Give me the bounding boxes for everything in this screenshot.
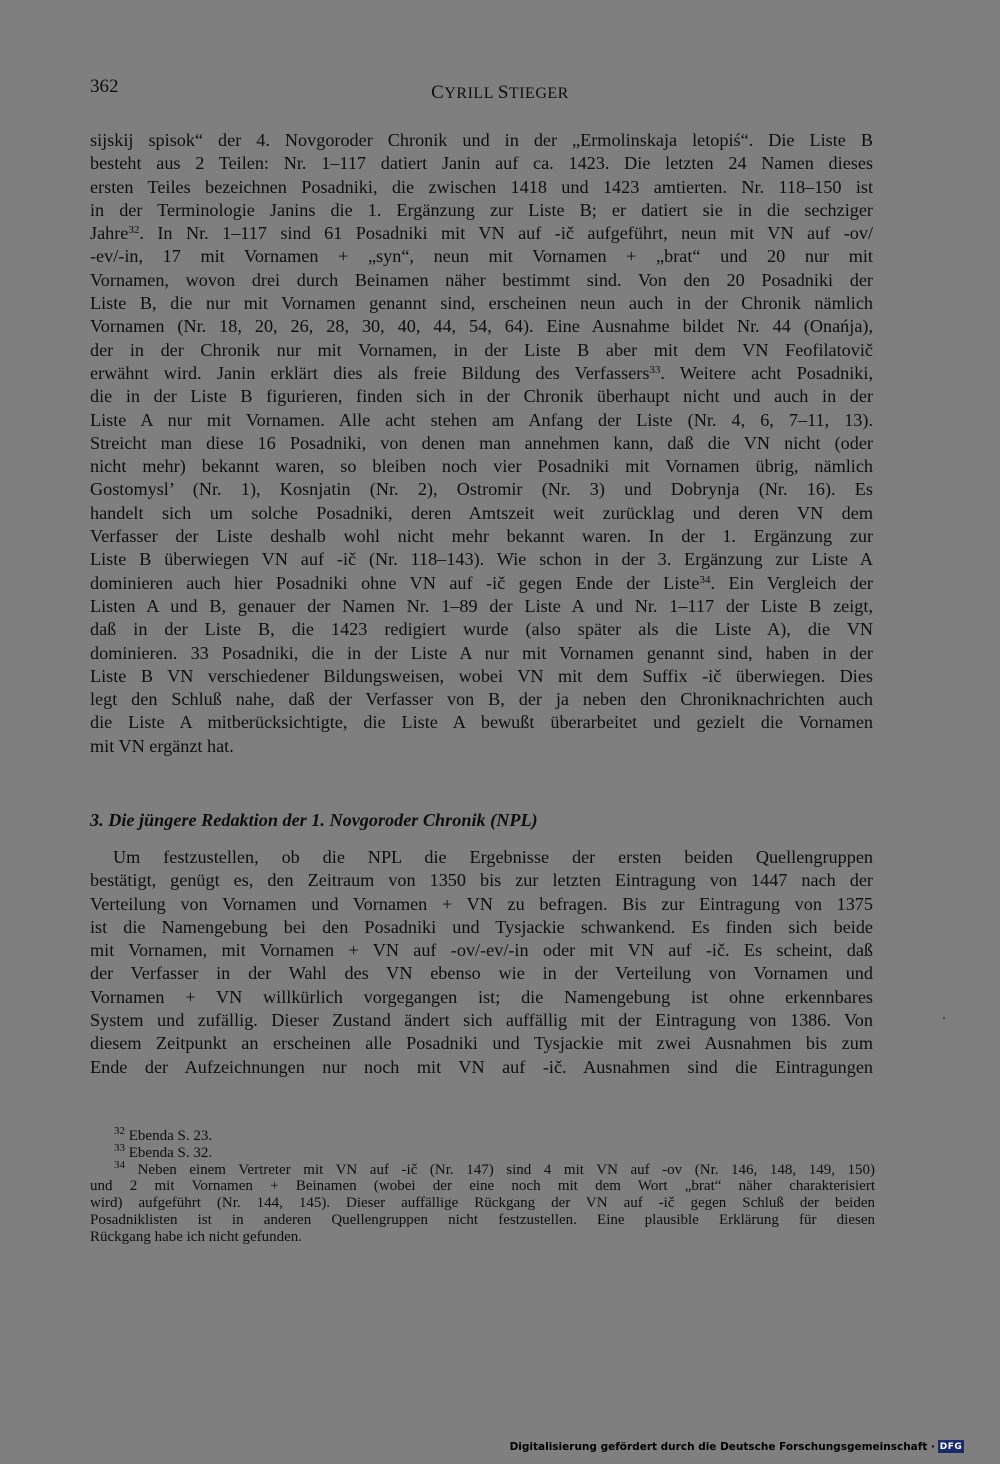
text-line: diesem Zeitpunkt an erscheinen alle Posadniki und Tysjackie mit zwei Ausnahmen bis zum <box>90 1033 873 1054</box>
text-line: Liste B VN verschiedener Bildungsweisen, wobei VN mit dem Suffix -ič überwiegen. Dies <box>90 665 873 686</box>
text-line: Vornamen + VN willkürlich vorgegangen ist; die Namengebung ist ohne erkennbares <box>90 986 873 1007</box>
text-line: der in der Chronik nur mit Vornamen, in der Liste B aber mit dem VN Feofilatovič <box>90 339 873 360</box>
page-number: 362 <box>90 76 119 97</box>
running-head-rest-1: YRILL <box>444 85 498 102</box>
footnote-ref-32: 32 <box>128 224 140 237</box>
text-line: ist die Namengebung bei den Posadniki und Tysjackie schwankend. Es finden sich beide <box>90 916 873 937</box>
text-line: bestätigt, genügt es, den Zeitraum von 1350 bis zur letzten Eintragung von 1447 nach der <box>90 870 873 891</box>
footnotes <box>90 1125 876 1246</box>
footnote-line: Rückgang habe ich nicht gefunden. <box>90 1228 303 1245</box>
text-line: handelt sich um solche Posadniki, deren Amtszeit weit zurücklag und deren VN dem <box>90 502 873 523</box>
running-head-initial-2: S <box>497 82 509 103</box>
text-line: Liste B, die nur mit Vornamen genannt sind, erscheinen neun auch in der Chronik nämlich <box>90 293 873 314</box>
text-line: sijskij spisok“ der 4. Novgoroder Chronik und in der „Ermolinskaja letopiś“. Die Liste B <box>90 130 873 150</box>
text-fragment: Jahre <box>90 223 129 244</box>
text-line: Vornamen (Nr. 18, 20, 26, 28, 30, 40, 44, 54, 64). Eine Ausnahme bildet Nr. 44 (Onańja), <box>90 316 873 337</box>
text-fragment: . In Nr. 1–117 sind 61 Posadniki mit VN auf -ič aufgeführt, neun mit VN auf -ov/ <box>139 223 873 244</box>
text-line: in der Terminologie Janins die 1. Ergänzung zur Liste B; er datiert sie in die sechziger <box>90 199 873 220</box>
text-line: dominieren. 33 Posadniki, die in der Liste A nur mit Vornamen genannt sind, haben in der <box>90 642 873 663</box>
text-line: Verfasser der Liste deshalb wohl nicht mehr bekannt waren. In der 1. Ergänzung zur <box>90 526 873 547</box>
footnote-mark: 32 <box>114 1125 125 1137</box>
footnote-line <box>90 1158 876 1179</box>
text-line: Ende der Aufzeichnungen nur noch mit VN auf -ič. Ausnahmen sind die Eintragungen <box>90 1056 873 1077</box>
credit-text: Digitalisierung gefördert durch die Deutsche Forschungsgemeinschaft · <box>509 1440 935 1453</box>
text-line: daß in der Liste B, die 1423 redigiert wurde (also später als die Liste A), die VN <box>90 619 873 640</box>
footnote-33 <box>90 1141 875 1162</box>
footnote-ref-33: 33 <box>649 363 661 376</box>
text-line: System und zufällig. Dieser Zustand ändert sich auffällig mit der Eintragung von 1386. Von <box>90 1010 873 1031</box>
running-head-rest-2: TIEGER <box>508 85 569 102</box>
text-line: Liste B überwiegen VN auf -ič (Nr. 118–143). Wie schon in der 3. Ergänzung zur Liste A <box>90 549 873 570</box>
body-paragraph-1 <box>90 129 873 758</box>
footnote-line: Posadniklisten ist in anderen Quellengruppen nicht festzustellen. Eine plausible Erklärung für diesen <box>90 1211 875 1228</box>
footnote-34 <box>90 1158 876 1246</box>
footnote-32 <box>90 1125 875 1145</box>
text-line: Verteilung von Vornamen und Vornamen + VN zu befragen. Bis zur Eintragung von 1375 <box>90 893 873 914</box>
text-line: der Verfasser in der Wahl des VN ebenso wie in der Verteilung von Vornamen und <box>90 963 873 984</box>
body-paragraph-2 <box>90 846 873 1079</box>
text-line: nicht mehr) bekannt waren, so bleiben noch vier Posadniki mit Vornamen übrig, nämlich <box>90 456 873 477</box>
footnote-text: Neben einem Vertreter mit VN auf -ič (Nr. 147) sind 4 mit VN auf -ov (Nr. 146, 148, 149, 150) <box>137 1161 876 1178</box>
text-line: Listen A und B, genauer der Namen Nr. 1–89 der Liste A und Nr. 1–117 der Liste B zeigt, <box>90 595 873 616</box>
footnote-text: Ebenda S. 32. <box>128 1144 213 1161</box>
running-head <box>0 82 1000 104</box>
text-line <box>90 362 873 385</box>
text-line: die Liste A mitberücksichtigte, die Liste A bewußt überarbeitet und gezielt die Vornamen <box>90 712 873 733</box>
text-line <box>90 222 873 245</box>
scan-speck <box>943 1017 945 1019</box>
text-fragment: . Weitere acht Posadniki, <box>660 362 873 383</box>
footnote-text: Ebenda S. 23. <box>128 1128 213 1144</box>
text-line: -ev/-in, 17 mit Vornamen + „syn“, neun mit Vornamen + „brat“ und 20 nur mit <box>90 246 873 267</box>
text-line: mit VN ergänzt hat. <box>90 735 234 756</box>
footnote-mark: 34 <box>114 1158 125 1171</box>
footnote-line: wird) aufgeführt (Nr. 144, 145). Dieser auffällige Rückgang der VN auf -ič gegen Schluß der beiden <box>90 1195 875 1212</box>
text-line: Um festzustellen, ob die NPL die Ergebnisse der ersten beiden Quellengruppen <box>113 847 873 867</box>
text-line: Streicht man diese 16 Posadniki, von denen man annehmen kann, daß die VN nicht (oder <box>90 432 873 453</box>
text-line: legt den Schluß nahe, daß der Verfasser von B, der ja neben den Chroniknachrichten auch <box>90 689 873 710</box>
text-fragment: erwähnt wird. Janin erklärt dies als freie Bildung des Verfassers <box>90 362 650 383</box>
text-line: ersten Teiles bezeichnen Posadniki, die zwischen 1418 und 1423 amtierten. Nr. 118–150 ist <box>90 176 873 197</box>
text-line: Gostomysl’ (Nr. 1), Kosnjatin (Nr. 2), Ostromir (Nr. 3) und Dobrynja (Nr. 16). Es <box>90 479 873 500</box>
text-line: Vornamen, wovon drei durch Beinamen näher bestimmt sind. Von den 20 Posadniki der <box>90 269 873 290</box>
text-line: besteht aus 2 Teilen: Nr. 1–117 datiert Janin auf ca. 1423. Die letzten 24 Namen dieses <box>90 153 873 174</box>
text-fragment: . Ein Vergleich der <box>710 572 873 593</box>
digitization-credit <box>510 1440 964 1453</box>
footnote-line: und 2 mit Vornamen + Beinamen (wobei der eine noch mit dem Wort „brat“ näher charakterisiert <box>90 1178 875 1195</box>
dfg-logo: DFG <box>939 1441 963 1452</box>
text-line: Liste A nur mit Vornamen. Alle acht stehen am Anfang der Liste (Nr. 4, 6, 7–11, 13). <box>90 409 873 430</box>
running-head-initial-1: C <box>431 82 445 103</box>
text-line: die in der Liste B figurieren, finden sich in der Chronik überhaupt nicht und auch in der <box>90 386 873 407</box>
section-heading: 3. Die jüngere Redaktion der 1. Novgoroder Chronik (NPL) <box>90 810 538 830</box>
text-line: mit Vornamen, mit Vornamen + VN auf -ov/-ev/-in oder mit VN auf -ič. Es scheint, daß <box>90 940 873 961</box>
footnote-ref-34: 34 <box>699 573 711 586</box>
footnote-mark: 33 <box>114 1141 125 1154</box>
text-fragment: dominieren auch hier Posadniki ohne VN auf -ič gegen Ende der Liste <box>90 572 700 593</box>
text-line <box>90 572 873 595</box>
